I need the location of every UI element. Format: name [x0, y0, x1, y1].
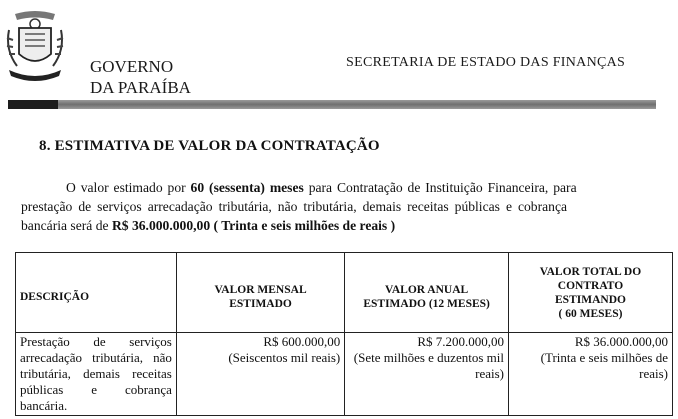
- cell-anual: [345, 333, 509, 416]
- paragraph-text: para Contratação de Instituição Financeira, para: [303, 180, 577, 195]
- government-line-1: GOVERNO: [90, 57, 174, 76]
- table-header-row: [16, 253, 673, 333]
- section-title: 8. ESTIMATIVA DE VALOR DA CONTRATAÇÃO: [39, 138, 380, 154]
- header-descricao: DESCRIÇÃO: [16, 253, 177, 333]
- header-rule-gray: [58, 100, 656, 109]
- header-text: ESTIMANDO: [555, 294, 626, 306]
- paragraph-bold-period: 60 (sessenta) meses: [190, 180, 304, 195]
- value-text: R$ 7.200.000,00: [417, 334, 504, 349]
- value-words: (Seiscentos mil reais): [228, 350, 341, 365]
- cell-descricao: Prestação de serviços arrecadação tributária, não tributária, demais receitas públicas e cobrança bancária.: [16, 333, 177, 416]
- estimate-table: [15, 252, 673, 416]
- header-rule-dark: [8, 100, 58, 109]
- coat-of-arms-icon: [3, 10, 67, 84]
- header-text: ESTIMADO (12 MESES): [363, 298, 490, 310]
- value-words: (Sete milhões e duzentos mil reais): [353, 350, 504, 381]
- paragraph-line-2: prestação de serviços arrecadação tributária, não tributária, demais receitas públicas e cobrança: [21, 199, 568, 214]
- value-text: R$ 600.000,00: [263, 334, 341, 349]
- government-line-2: DA PARAÍBA: [90, 78, 191, 97]
- table-row: [16, 333, 673, 416]
- estimate-paragraph: [21, 178, 665, 235]
- cell-mensal: [176, 333, 344, 416]
- header-mensal: [176, 253, 344, 333]
- secretaria-title: SECRETARIA DE ESTADO DAS FINANÇAS: [346, 55, 626, 70]
- header-total: [508, 253, 672, 333]
- government-name: [90, 56, 191, 98]
- header-text: ESTIMADO: [229, 298, 292, 310]
- paragraph-text: bancária será de: [21, 218, 112, 233]
- value-text: R$ 36.000.000,00: [574, 334, 668, 349]
- header-text: ( 60 MESES): [558, 308, 623, 320]
- header-text: CONTRATO: [557, 280, 624, 292]
- header-text: VALOR MENSAL: [214, 284, 307, 296]
- cell-total: [508, 333, 672, 416]
- paragraph-line-3: [21, 216, 665, 235]
- header-anual: [345, 253, 509, 333]
- paragraph-text: O valor estimado por: [66, 180, 191, 195]
- header-text: VALOR ANUAL: [385, 284, 469, 296]
- header-text: VALOR TOTAL DO: [539, 266, 642, 278]
- paragraph-line-1: [21, 178, 665, 197]
- value-words: (Trinta e seis milhões de reais): [540, 350, 668, 381]
- paragraph-bold-total: R$ 36.000.000,00 ( Trinta e seis milhões de reais ): [111, 218, 396, 233]
